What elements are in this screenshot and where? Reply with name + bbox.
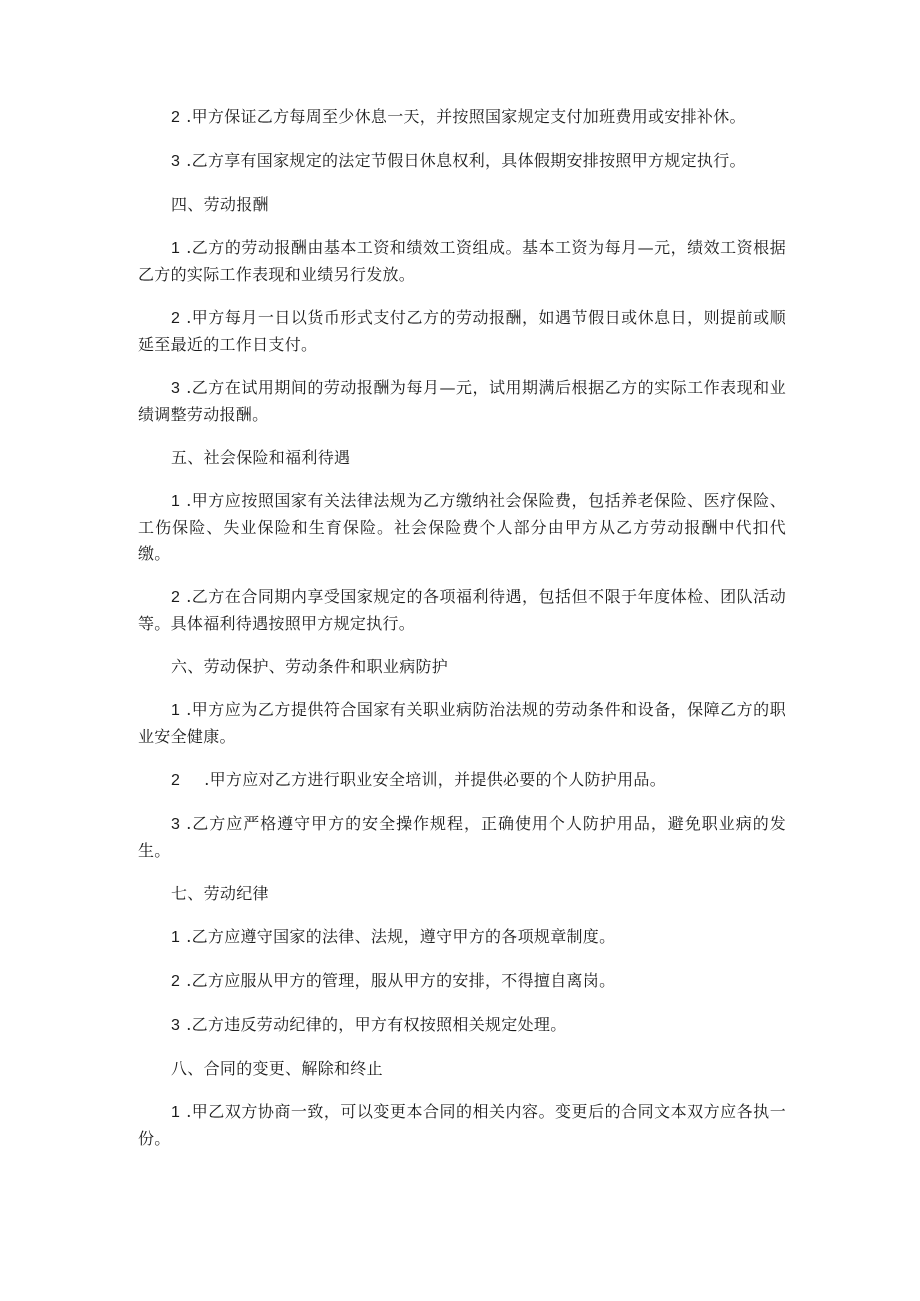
clause-6-1 [138, 697, 786, 750]
section-heading-6: 六、劳动保护、劳动条件和职业病防护 [171, 657, 449, 676]
item-text: .乙方在试用期间的劳动报酬为每月—元，试用期满后根据乙方的实际工作表现和业绩调整劳动报酬。 [138, 378, 786, 424]
item-text: .甲方每月一日以货币形式支付乙方的劳动报酬，如遇节假日或休息日，则提前或顺延至最近的工作日支付。 [138, 308, 786, 354]
clause-8-1 [138, 1099, 786, 1152]
clause-7-1 [138, 924, 786, 951]
item-number: 1 [171, 929, 181, 946]
item-number: 3 [171, 816, 181, 833]
item-number: 3 [171, 1017, 181, 1034]
item-text: .乙方享有国家规定的法定节假日休息权利，具体假期安排按照甲方规定执行。 [186, 151, 746, 170]
item-text: .乙方的劳动报酬由基本工资和绩效工资组成。基本工资为每月—元，绩效工资根据乙方的实际工作表现和业绩另行发放。 [138, 238, 786, 284]
item-text: .甲方应按照国家有关法律法规为乙方缴纳社会保险费，包括养老保险、医疗保险、工伤保险、失业保险和生育保险。社会保险费个人部分由甲方从乙方劳动报酬中代扣代缴。 [138, 491, 786, 563]
item-number: 2 [171, 109, 181, 126]
item-number: 2 [171, 772, 181, 789]
item-number: 1 [171, 493, 181, 510]
clause-4-3 [138, 375, 786, 428]
document-body [138, 104, 786, 1169]
clause-3-3 [138, 148, 786, 175]
clause-5-2 [138, 584, 786, 637]
item-text: .甲方应为乙方提供符合国家有关职业病防治法规的劳动条件和设备，保障乙方的职业安全健康。 [138, 700, 786, 746]
item-number: 2 [171, 310, 181, 327]
item-text: .甲方保证乙方每周至少休息一天，并按照国家规定支付加班费用或安排补休。 [186, 107, 746, 126]
item-number: 3 [171, 153, 181, 170]
clause-6-2 [138, 767, 786, 794]
clause-5-1 [138, 488, 786, 567]
item-text: .乙方在合同期内享受国家规定的各项福利待遇，包括但不限于年度体检、团队活动等。具体福利待遇按照甲方规定执行。 [138, 587, 786, 633]
item-text: .甲乙双方协商一致，可以变更本合同的相关内容。变更后的合同文本双方应各执一份。 [138, 1102, 786, 1148]
item-text: .乙方违反劳动纪律的，甲方有权按照相关规定处理。 [186, 1015, 567, 1034]
clause-4-2 [138, 305, 786, 358]
clause-3-2 [138, 104, 786, 131]
section-heading-8: 八、合同的变更、解除和终止 [171, 1059, 383, 1078]
clause-6-3 [138, 811, 786, 864]
item-text: .乙方应严格遵守甲方的安全操作规程，正确使用个人防护用品，避免职业病的发生。 [138, 814, 786, 860]
clause-7-2 [138, 968, 786, 995]
item-number: 1 [171, 702, 181, 719]
item-text: .乙方应遵守国家的法律、法规，遵守甲方的各项规章制度。 [186, 927, 616, 946]
section-heading-4: 四、劳动报酬 [171, 195, 269, 214]
item-number: 2 [171, 973, 181, 990]
item-text: .乙方应服从甲方的管理，服从甲方的安排，不得擅自离岗。 [186, 971, 616, 990]
item-number: 1 [171, 240, 181, 257]
clause-4-1 [138, 235, 786, 288]
item-text: .甲方应对乙方进行职业安全培训，并提供必要的个人防护用品。 [204, 770, 666, 789]
item-number: 3 [171, 380, 181, 397]
section-heading-5: 五、社会保险和福利待遇 [171, 448, 351, 467]
item-number: 1 [171, 1104, 181, 1121]
clause-7-3 [138, 1012, 786, 1039]
item-number: 2 [171, 589, 181, 606]
section-heading-7: 七、劳动纪律 [171, 884, 269, 903]
